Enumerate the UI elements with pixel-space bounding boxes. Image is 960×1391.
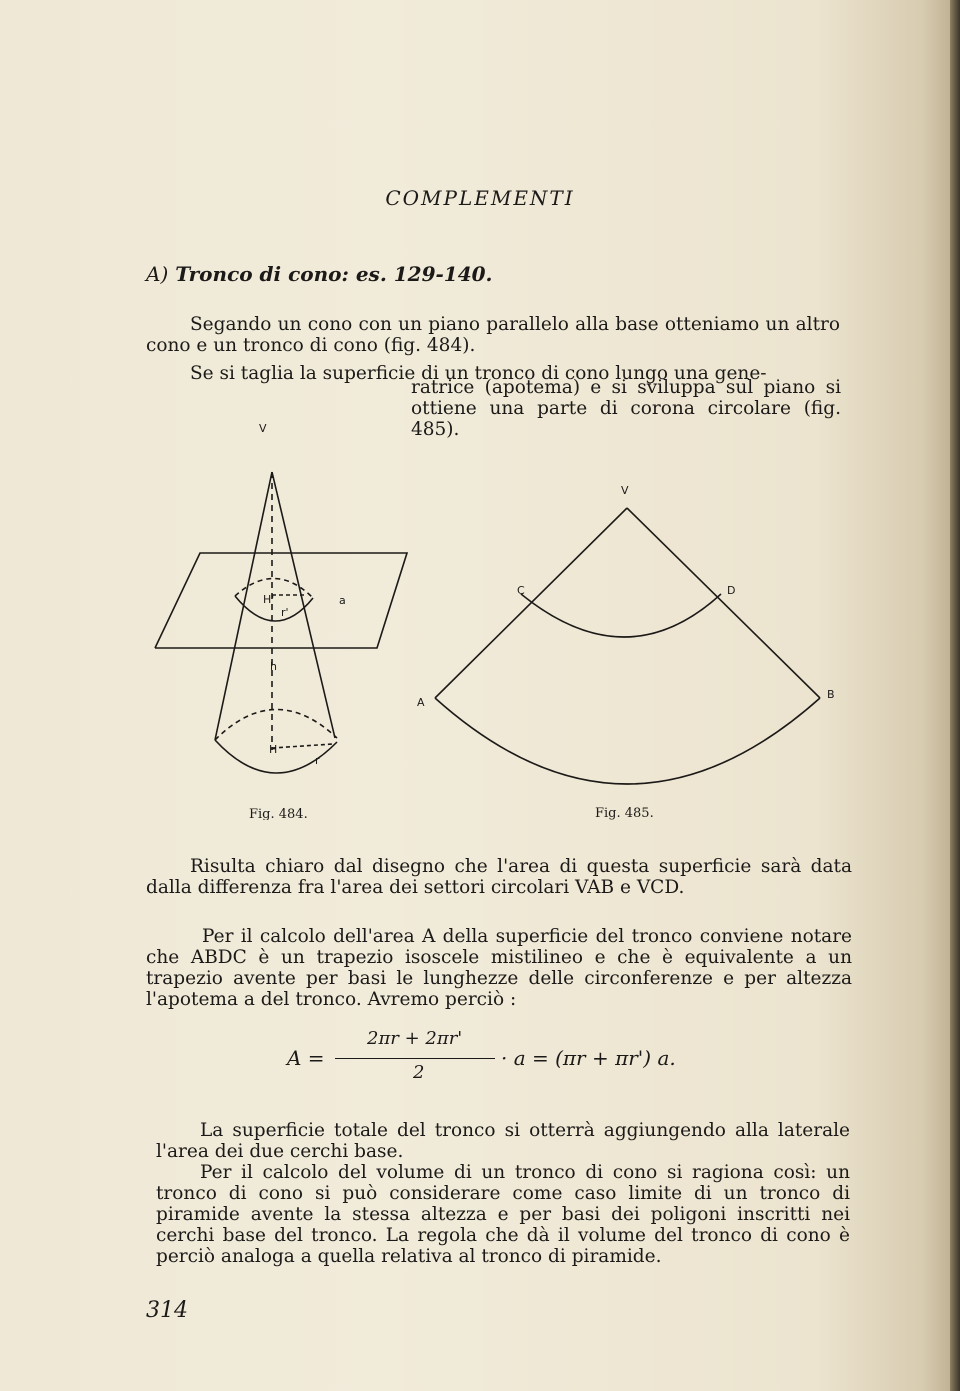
label-r-prime: r'	[281, 606, 289, 619]
label-a-point: A	[417, 696, 425, 709]
figure-485	[405, 470, 860, 820]
fig-485-caption: Fig. 485.	[595, 806, 654, 820]
side-va	[435, 508, 627, 698]
paragraph-5: La superficie totale del tronco si otterrà aggiungendo alla laterale l'area dei due cerchi base.	[156, 1120, 850, 1162]
label-v-485: V	[621, 484, 629, 497]
formula-numerator: 2πr + 2πr'	[367, 1028, 463, 1049]
paragraph-1: Segando un cono con un piano parallelo alla base otteniamo un altro cono e un tronco di cono (fig. 484).	[146, 314, 840, 356]
page-number: 314	[146, 1298, 188, 1323]
fraction-bar	[335, 1058, 495, 1059]
running-header: COMPLEMENTI	[385, 186, 575, 210]
paragraph-4: Per il calcolo dell'area A della superficie del tronco conviene notare che ABDC è un trapezio isoscele mistilineo e che è equivalente a un trapezio avente per basi le lunghezze delle circonferenze e per altezza l'apotema a del tronco. Avremo perciò :	[146, 926, 852, 1010]
label-h-base: H	[269, 743, 278, 756]
arc-ab	[435, 698, 820, 784]
section-letter: A)	[146, 262, 169, 286]
label-v-484: V	[259, 422, 267, 435]
arc-cd	[521, 594, 721, 637]
label-d: D	[727, 584, 736, 597]
paragraph-2-rest: ratrice (apotema) e si sviluppa sul piano si ottiene una parte di corona circolare (fig. 485).	[411, 377, 841, 440]
section-heading	[146, 262, 493, 286]
paragraph-6: Per il calcolo del volume di un tronco di cono si ragiona così: un tronco di cono si può considerare come caso limite di un tronco di piramide avente la stessa altezza e per basi dei poligoni inscritti nei cerchi base del tronco. La regola che dà il volume del tronco di cono è perciò analoga a quella relativa al tronco di piramide.	[156, 1162, 850, 1267]
section-title: Tronco di cono: es. 129-140.	[175, 262, 493, 286]
paragraph-3: Risulta chiaro dal disegno che l'area di questa superficie sarà data dalla differenza fra l'area dei settori circolari VAB e VCD.	[146, 856, 852, 898]
label-a: a	[339, 594, 346, 607]
label-h: h	[270, 660, 277, 673]
formula-lhs: A =	[287, 1046, 325, 1070]
figure-484	[145, 420, 415, 820]
formula-denominator: 2	[413, 1062, 425, 1083]
paragraph-2-first-line: Se si taglia la superficie di un tronco di cono lungo una gene-	[190, 363, 767, 384]
label-c: C	[517, 584, 525, 597]
label-h-prime: H'	[263, 593, 275, 606]
formula-rhs: · a = (πr + πr') a.	[501, 1046, 676, 1070]
fig-484-caption: Fig. 484.	[249, 807, 308, 820]
side-vb	[627, 508, 820, 698]
label-r: r	[315, 754, 320, 767]
cutting-plane	[155, 553, 407, 648]
area-formula	[287, 1028, 727, 1088]
label-b: B	[827, 688, 835, 701]
